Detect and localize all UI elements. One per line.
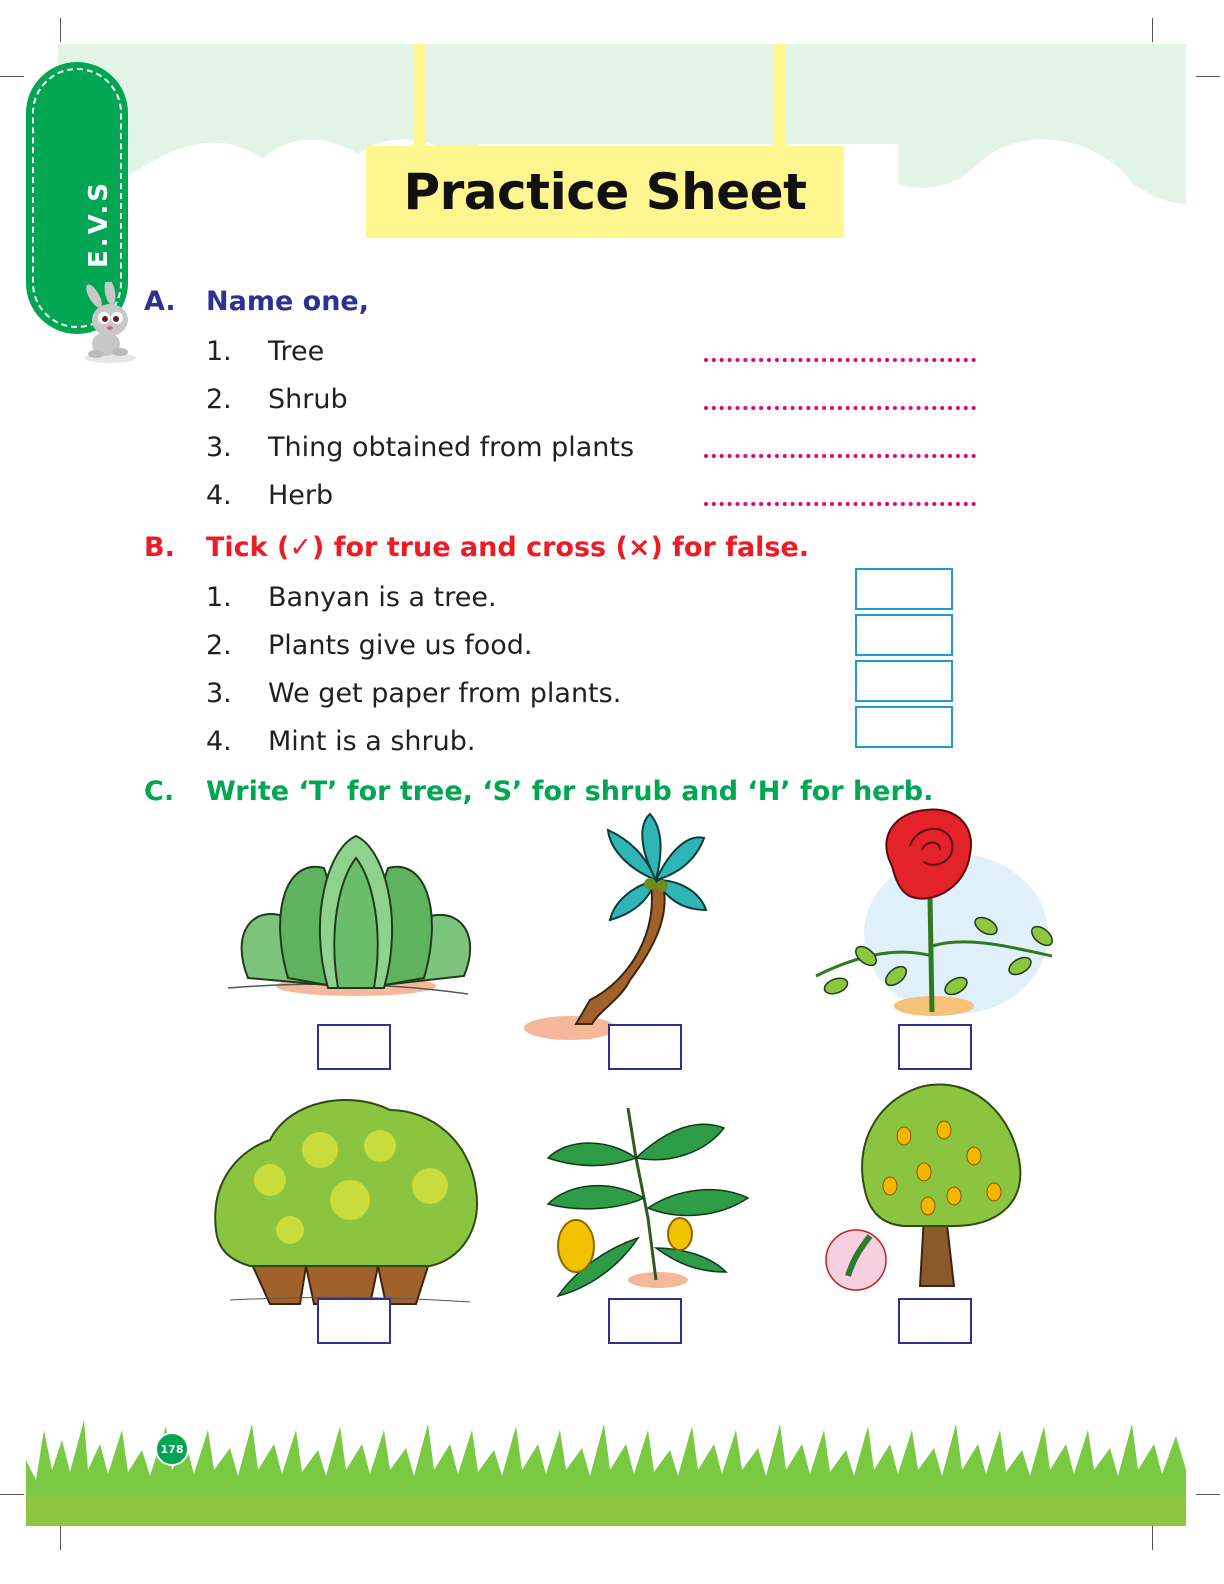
rose-plant-picture — [806, 806, 1062, 1022]
list-item-number: 4. — [206, 726, 232, 757]
lemon-plant-picture — [528, 1098, 754, 1298]
crop-mark — [1196, 76, 1220, 77]
section-c-letter: C. — [144, 776, 175, 807]
section-a-item-text: Herb — [268, 480, 334, 511]
section-b-letter: B. — [144, 532, 175, 563]
crop-mark — [0, 76, 24, 77]
answer-dotted-line[interactable] — [704, 502, 976, 506]
section-b-item-text: Mint is a shrub. — [268, 726, 476, 757]
tick-answer-box[interactable] — [855, 568, 953, 610]
list-item-number: 2. — [206, 630, 232, 661]
list-item-number: 3. — [206, 432, 232, 463]
tick-answer-box[interactable] — [855, 660, 953, 702]
answer-dotted-line[interactable] — [704, 454, 976, 458]
tick-answer-box[interactable] — [855, 706, 953, 748]
tick-answer-box[interactable] — [855, 614, 953, 656]
list-item-number: 2. — [206, 384, 232, 415]
crop-mark — [60, 18, 61, 42]
crop-mark — [1152, 18, 1153, 42]
answer-box[interactable] — [608, 1298, 682, 1344]
list-item-number: 4. — [206, 480, 232, 511]
title-hanger-left — [414, 44, 426, 154]
page-title: Practice Sheet — [403, 163, 807, 221]
palm-tree-picture — [520, 810, 710, 1040]
mango-tree-picture — [824, 1076, 1034, 1298]
answer-dotted-line[interactable] — [704, 406, 976, 410]
answer-box[interactable] — [317, 1298, 391, 1344]
list-item-number: 1. — [206, 582, 232, 613]
section-a-item-text: Shrub — [268, 384, 348, 415]
answer-dotted-line[interactable] — [704, 358, 976, 362]
crop-mark — [1196, 1494, 1220, 1495]
section-a-letter: A. — [144, 286, 176, 317]
grass-footer — [26, 1400, 1186, 1526]
banyan-tree-picture — [210, 1090, 482, 1316]
section-a-item-text: Thing obtained from plants — [268, 432, 635, 463]
section-b-item-text: Plants give us food. — [268, 630, 533, 661]
answer-box[interactable] — [898, 1024, 972, 1070]
rabbit-mascot-icon — [80, 282, 144, 364]
list-item-number: 3. — [206, 678, 232, 709]
section-b-item-text: We get paper from plants. — [268, 678, 622, 709]
answer-box[interactable] — [608, 1024, 682, 1070]
crop-mark — [1152, 1526, 1153, 1550]
title-hanger-right — [774, 44, 786, 154]
lettuce-plant-picture — [228, 828, 484, 1000]
crop-mark — [60, 1526, 61, 1550]
title-box — [366, 146, 844, 238]
subject-tab-label: E.V.S — [84, 179, 114, 268]
section-b-heading: Tick (✓) for true and cross (×) for false. — [206, 532, 810, 563]
section-b-item-text: Banyan is a tree. — [268, 582, 497, 613]
page-number-badge: 178 — [155, 1432, 189, 1466]
section-a-heading: Name one, — [206, 286, 370, 317]
answer-box[interactable] — [898, 1298, 972, 1344]
crop-mark — [0, 1494, 24, 1495]
list-item-number: 1. — [206, 336, 232, 367]
section-a-item-text: Tree — [268, 336, 325, 367]
answer-box[interactable] — [317, 1024, 391, 1070]
section-c-heading: Write ‘T’ for tree, ‘S’ for shrub and ‘H’ for herb. — [206, 776, 934, 807]
